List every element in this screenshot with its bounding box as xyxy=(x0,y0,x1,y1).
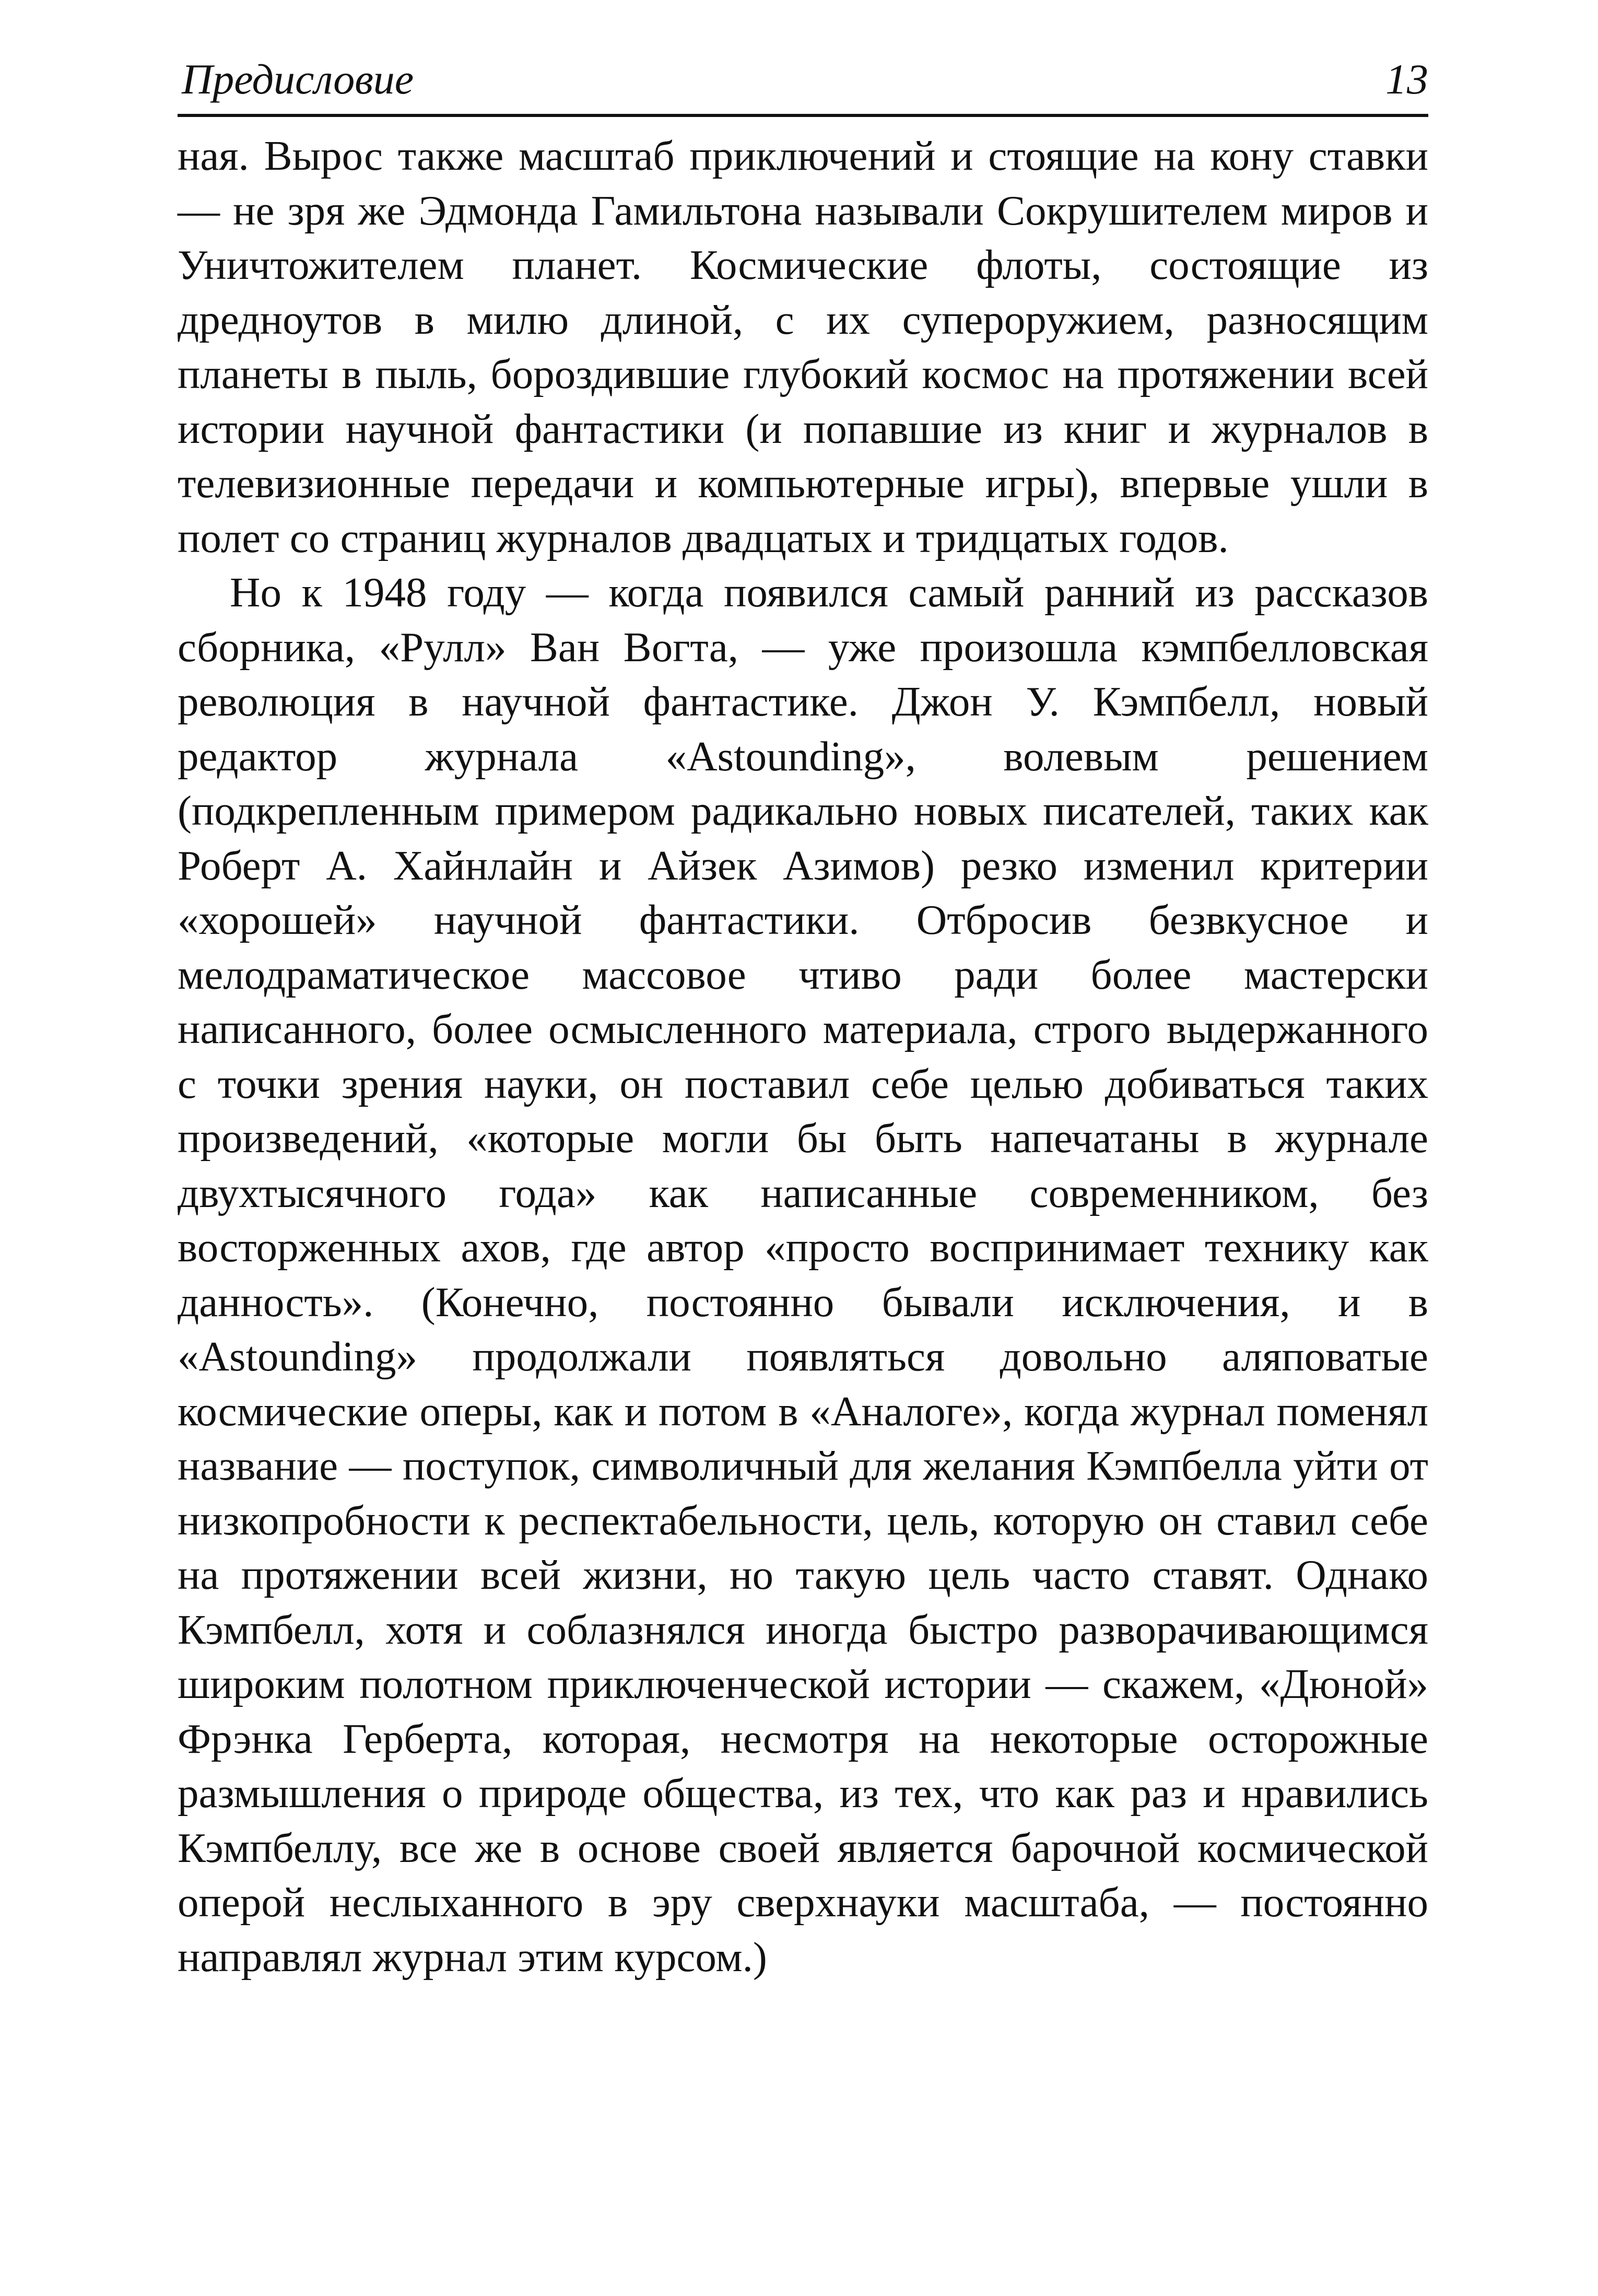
paragraph-continuation: ная. Вырос также масштаб приключений и стоящие на кону ставки — не зря же Эдмонда Гамильтона называли Сокрушителем миров и Уничтожителем планет. Космические флоты, состоящие из дредноутов в милю длиной, с их супероружием, разносящим планеты в пыль, бороздившие глубокий космос на протяжении всей истории научной фантастики (и попавшие из книг и журналов в телевизионные передачи и компьютерные игры), впервые ушли в полет со страниц журналов двадцатых и тридцатых годов. xyxy=(178,132,1428,561)
body-text xyxy=(178,128,1428,1984)
running-head xyxy=(178,50,1428,109)
header-rule xyxy=(178,114,1428,117)
book-page xyxy=(178,50,1428,1984)
page-number: 13 xyxy=(1385,55,1428,103)
running-title: Предисловие xyxy=(182,55,414,103)
paragraph-campbell-revolution: Но к 1948 году — когда появился самый ранний из рассказов сборника, «Рулл» Ван Вогта, — уже произошла кэмпбелловская революция в научной фантастике. Джон У. Кэмпбелл, новый редактор журнала «Astounding», волевым решением (подкрепленным примером радикально новых писателей, таких как Роберт А. Хайнлайн и Айзек Азимов) резко изменил критерии «хорошей» научной фантастики. Отбросив безвкусное и мелодраматическое массовое чтиво ради более мастерски написанного, более осмысленного материала, строго выдержанного с точки зрения науки, он поставил себе целью добиваться таких произведений, «которые могли бы быть напечатаны в журнале двухтысячного года» как написанные современником, без восторженных ахов, где автор «просто воспринимает технику как данность». (Конечно, постоянно бывали исключения, и в «Astounding» продолжали появляться довольно аляповатые космические оперы, как и потом в «Аналоге», когда журнал поменял название — поступок, символичный для желания Кэмпбелла уйти от низкопробности к респектабельности, цель, которую он ставил себе на протяжении всей жизни, но такую цель часто ставят. Однако Кэмпбелл, хотя и соблазнялся иногда быстро разворачивающимся широким полотном приключенческой истории — скажем, «Дюной» Фрэнка Герберта, которая, несмотря на некоторые осторожные размышления о природе общества, из тех, что как раз и нравились Кэмпбеллу, все же в основе своей является барочной космической оперой неслыханного в эру сверхнауки масштаба, — постоянно направлял журнал этим курсом.) xyxy=(178,569,1428,1981)
